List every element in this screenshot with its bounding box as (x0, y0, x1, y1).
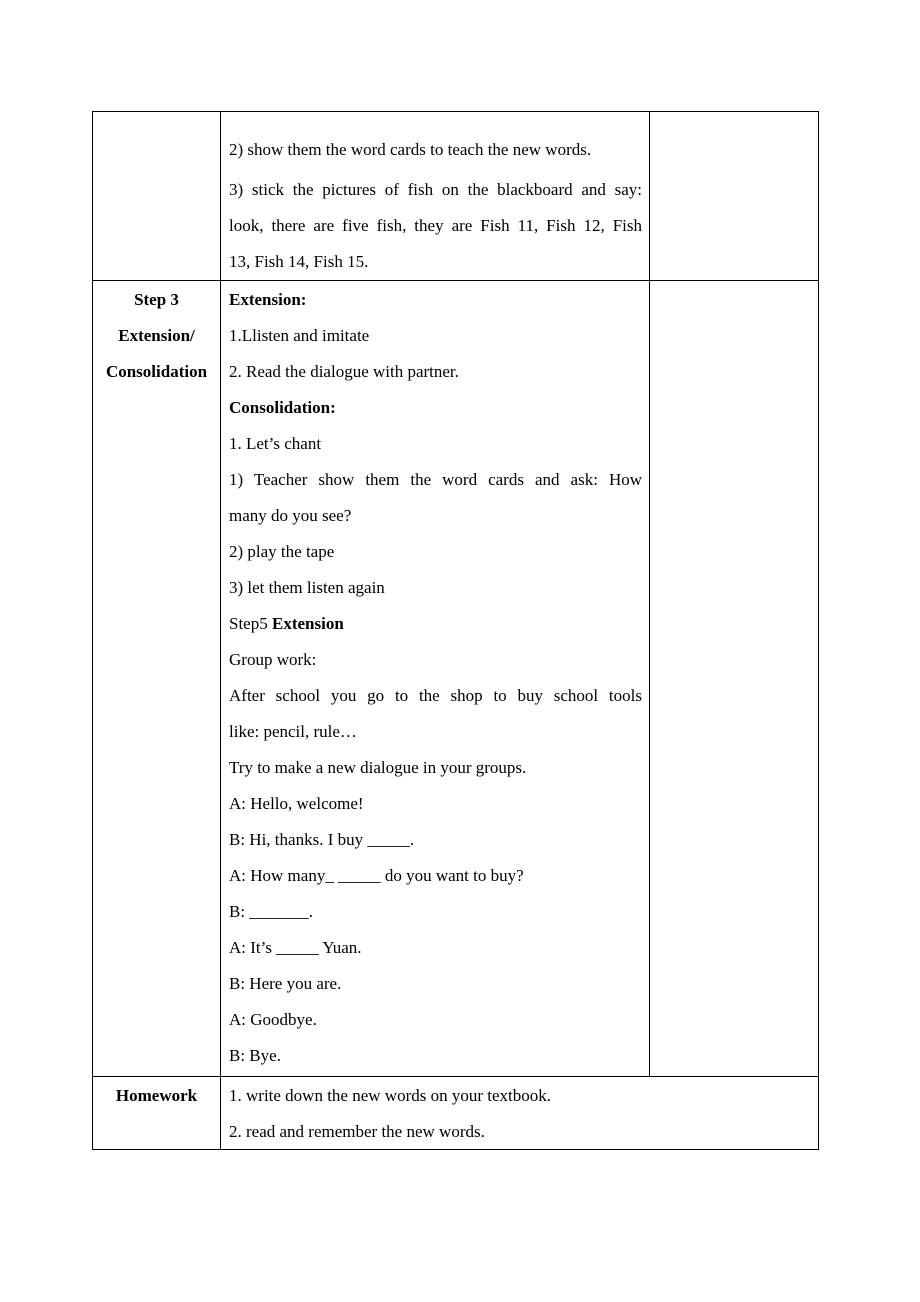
content-line: many do you see? (229, 506, 352, 525)
content-line: 2) show them the word cards to teach the new words. (229, 140, 592, 159)
content-line: Try to make a new dialogue in your groups. (229, 758, 527, 777)
step3-label: Consolidation (105, 362, 208, 381)
homework-line: 1. write down the new words on your textbook. (229, 1086, 552, 1105)
content-line: Group work: (229, 650, 317, 669)
content-line: After school you go to the shop to buy school tools (229, 686, 642, 705)
step3-label: Step 3 (134, 290, 179, 309)
step3-label: Extension/ (118, 326, 195, 345)
content-line: look, there are five fish, they are Fish 11, Fish 12, Fish (229, 216, 642, 235)
content-line: 1) Teacher show them the word cards and ask: How (229, 470, 642, 489)
dialogue-line: A: Hello, welcome! (229, 794, 364, 813)
dialogue-line: B: Bye. (229, 1046, 281, 1065)
column-divider-2 (649, 112, 650, 1077)
top-content-cell (229, 132, 642, 280)
dialogue-line: A: Goodbye. (229, 1010, 317, 1029)
content-line: 1.Llisten and imitate (229, 326, 370, 345)
content-line: 2) play the tape (229, 542, 335, 561)
dialogue-line: B: Here you are. (229, 974, 342, 993)
step3-content-cell (229, 282, 642, 1074)
step3-label-cell (93, 282, 220, 390)
dialogue-line: A: It’s _____ Yuan. (229, 938, 362, 957)
dialogue-line: A: How many_ _____ do you want to buy? (229, 866, 524, 885)
homework-line: 2. read and remember the new words. (229, 1122, 485, 1141)
homework-label: Homework (115, 1086, 198, 1105)
column-divider-1 (220, 112, 221, 1149)
lesson-plan-table (92, 111, 819, 1150)
row-divider-2 (93, 1076, 818, 1077)
consolidation-heading: Consolidation: (229, 398, 336, 417)
content-line: 1. Let’s chant (229, 434, 322, 453)
extension-heading: Extension: (229, 290, 307, 309)
homework-content-cell (229, 1078, 809, 1150)
content-line: 2. Read the dialogue with partner. (229, 362, 459, 381)
dialogue-line: B: _______. (229, 902, 314, 921)
homework-label-cell (93, 1078, 220, 1114)
content-line: like: pencil, rule… (229, 722, 357, 741)
content-line: 13, Fish 14, Fish 15. (229, 252, 369, 271)
row-divider-1 (93, 280, 818, 281)
dialogue-line: B: Hi, thanks. I buy _____. (229, 830, 415, 849)
content-line: 3) let them listen again (229, 578, 385, 597)
step5-heading: Step5 Extension (229, 614, 344, 633)
content-line: 3) stick the pictures of fish on the blackboard and say: (229, 180, 642, 199)
